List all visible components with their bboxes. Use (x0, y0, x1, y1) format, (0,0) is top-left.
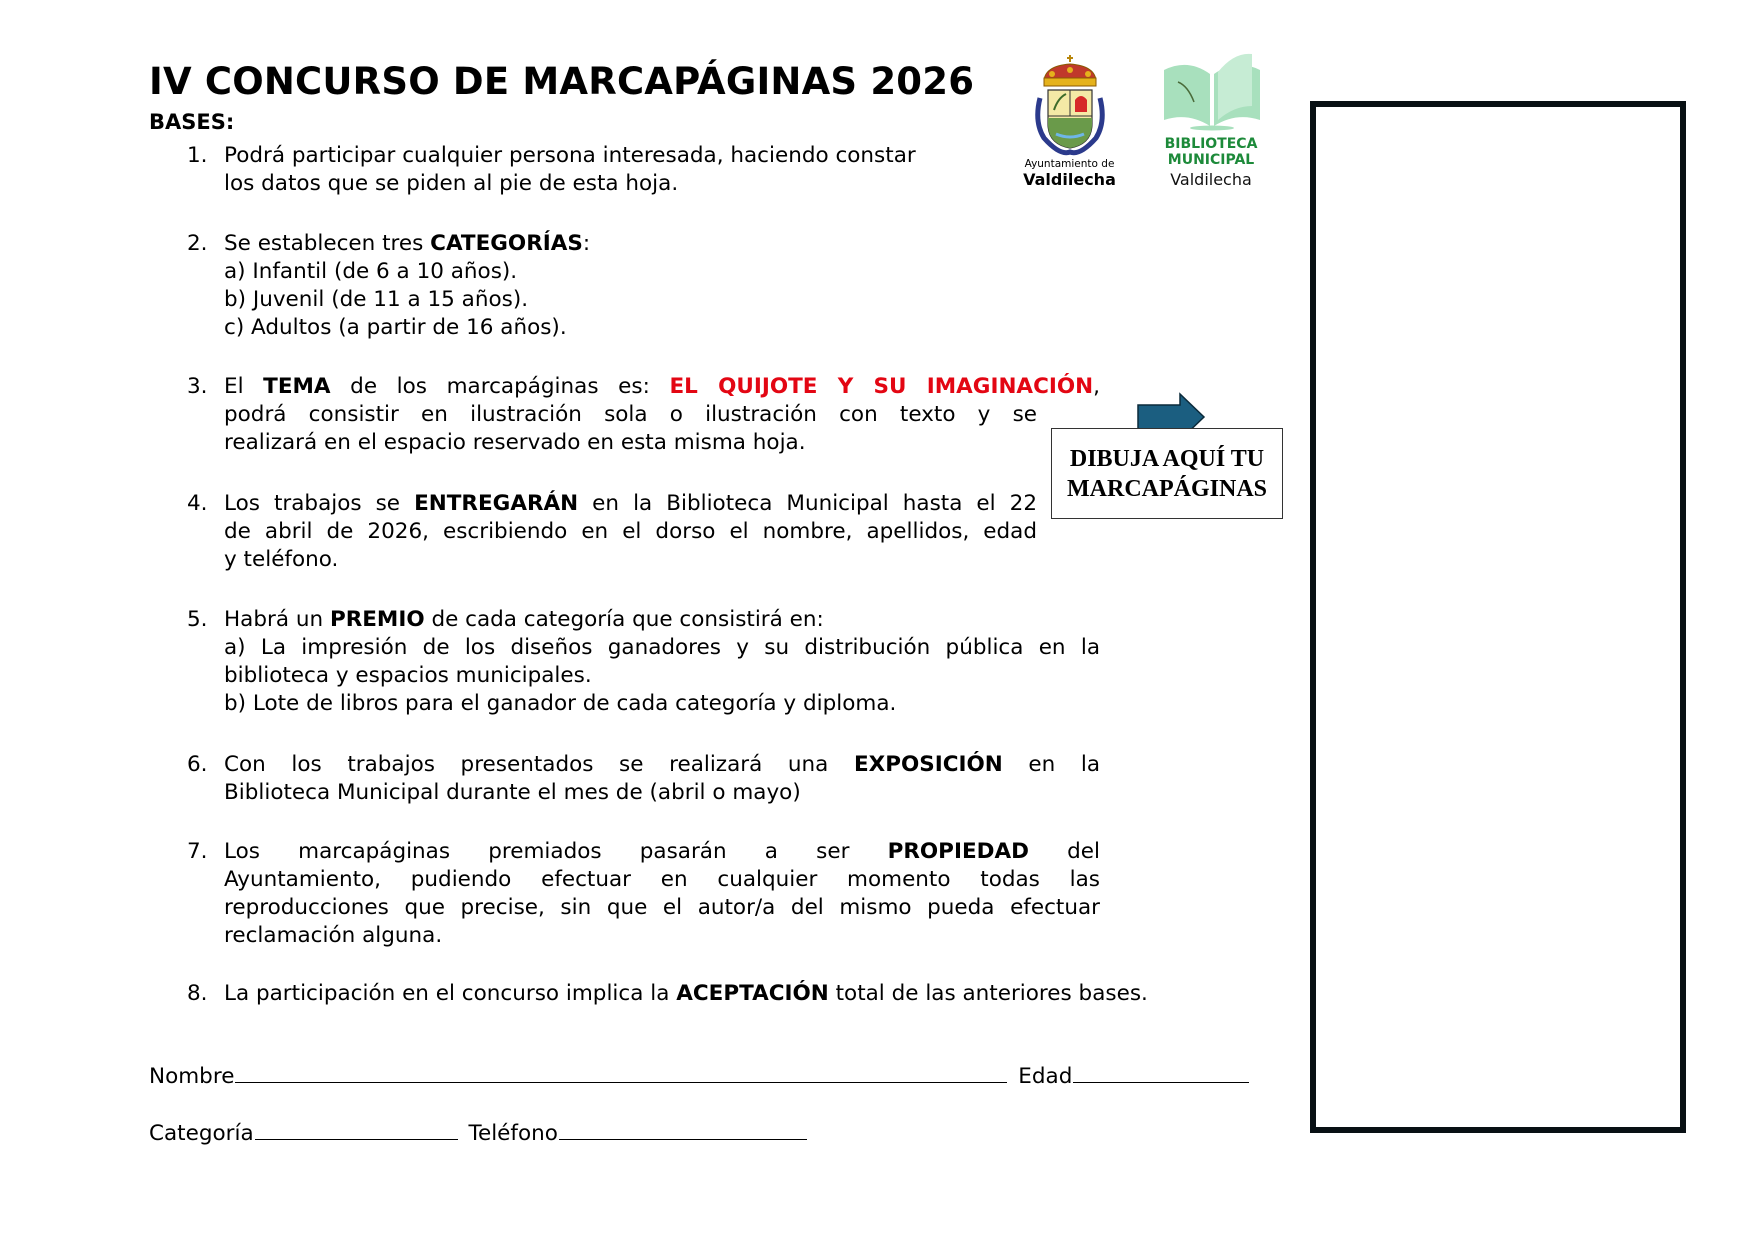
page-title: IV CONCURSO DE MARCAPÁGINAS 2026 (149, 60, 975, 103)
rule-number: 5. (187, 607, 208, 632)
rule-text: Biblioteca Municipal durante el mes de (abril o mayo) (224, 780, 801, 805)
ayuntamiento-logo (1030, 52, 1110, 158)
rule-text: en la Biblioteca Municipal hasta el 22 (578, 491, 1038, 516)
rule-number: 8. (187, 981, 208, 1006)
name-label: Nombre (149, 1064, 235, 1089)
rule-text: reclamación alguna. (224, 923, 443, 948)
form-row-name (149, 1062, 1249, 1089)
biblioteca-line1: BIBLIOTECA (1164, 136, 1258, 152)
category-option: b) Juvenil (de 11 a 15 años). (224, 287, 529, 312)
category-field[interactable] (255, 1119, 458, 1140)
rule-keyword: CATEGORÍAS (430, 231, 583, 256)
rule-text: El (224, 374, 264, 399)
rule-keyword: TEMA (263, 374, 331, 399)
rule-text: Con los trabajos presentados se realizará una (224, 752, 854, 777)
rule-keyword: EXPOSICIÓN (853, 752, 1003, 777)
phone-label: Teléfono (468, 1121, 558, 1146)
rule-number: 3. (187, 374, 208, 399)
rule-text: biblioteca y espacios municipales. (224, 663, 592, 688)
ayuntamiento-caption: Ayuntamiento de (1024, 158, 1115, 170)
rule-number: 6. (187, 752, 208, 777)
category-label: Categoría (149, 1121, 254, 1146)
biblioteca-logo (1158, 50, 1266, 132)
rule-text: podrá consistir en ilustración sola o ilustración con texto y se (224, 402, 1037, 427)
open-book-icon (1158, 50, 1266, 132)
draw-here-label (1051, 428, 1283, 519)
rule-text: Los marcapáginas premiados pasarán a ser (224, 839, 888, 864)
draw-here-line1: DIBUJA AQUÍ TU (1069, 445, 1265, 472)
rule-keyword: ACEPTACIÓN (676, 981, 829, 1006)
biblioteca-line2: MUNICIPAL (1167, 152, 1255, 168)
rule-text: b) Lote de libros para el ganador de cada categoría y diploma. (224, 691, 897, 716)
rule-text: de cada categoría que consistirá en: (424, 607, 824, 632)
rule-text: Los trabajos se (224, 491, 415, 516)
rule-text: Ayuntamiento, pudiendo efectuar en cualquier momento todas las (224, 867, 1100, 892)
rule-number: 4. (187, 491, 208, 516)
form-row-category (149, 1119, 807, 1146)
phone-field[interactable] (559, 1119, 807, 1140)
rule-text: en la (1002, 752, 1101, 777)
rule-text: Podrá participar cualquier persona interesada, haciendo constar (224, 143, 916, 168)
rule-text: a) La impresión de los diseños ganadores y su distribución pública en la (224, 635, 1100, 660)
age-label: Edad (1018, 1064, 1073, 1089)
rule-keyword: PREMIO (329, 607, 425, 632)
rule-text: Habrá un (224, 607, 330, 632)
rule-text: total de las anteriores bases. (828, 981, 1148, 1006)
rule-text: , (1093, 374, 1100, 399)
draw-here-line2: MARCAPÁGINAS (1067, 475, 1267, 502)
rule-text: realizará en el espacio reservado en esta misma hoja. (224, 430, 806, 455)
rule-number: 1. (187, 143, 208, 168)
bookmark-drawing-area[interactable] (1310, 101, 1686, 1133)
ayuntamiento-name: Valdilecha (1023, 170, 1116, 189)
category-option: a) Infantil (de 6 a 10 años). (224, 259, 518, 284)
rule-text: del (1028, 839, 1100, 864)
age-field[interactable] (1073, 1062, 1249, 1083)
coat-of-arms-icon (1030, 52, 1110, 158)
bases-heading: BASES: (149, 110, 235, 134)
biblioteca-title (1148, 136, 1274, 168)
biblioteca-town: Valdilecha (1170, 170, 1252, 189)
theme-highlight: EL QUIJOTE Y SU IMAGINACIÓN (669, 374, 1094, 399)
rule-text: de abril de 2026, escribiendo en el dorso el nombre, apellidos, edad (224, 519, 1037, 544)
name-field[interactable] (235, 1062, 1007, 1083)
rule-text: de los marcapáginas es: (330, 374, 670, 399)
rule-keyword: ENTREGARÁN (414, 491, 579, 516)
rule-text: La participación en el concurso implica la (224, 981, 677, 1006)
rule-text: los datos que se piden al pie de esta hoja. (224, 171, 679, 196)
rule-number: 7. (187, 839, 208, 864)
rule-text: Se establecen tres (224, 231, 431, 256)
rule-text: reproducciones que precise, sin que el autor/a del mismo pueda efectuar (224, 895, 1100, 920)
rule-text: y teléfono. (224, 547, 339, 572)
rule-keyword: PROPIEDAD (887, 839, 1029, 864)
rule-number: 2. (187, 231, 208, 256)
category-option: c) Adultos (a partir de 16 años). (224, 315, 567, 340)
rule-text: : (582, 231, 591, 256)
